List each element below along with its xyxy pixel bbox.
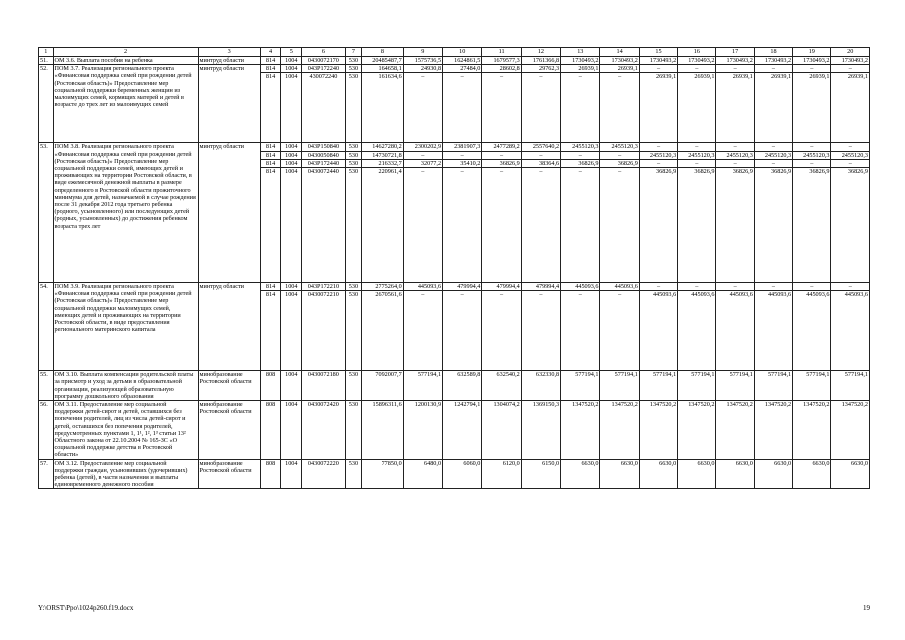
amount-cell: 1679577,3 [482, 57, 521, 65]
row-number: 51. [39, 57, 54, 65]
amount-cell: 479994,4 [443, 283, 482, 291]
amount-cell: – [600, 151, 639, 159]
amount-cell: 216332,7 [362, 159, 403, 167]
amount-cell: – [403, 73, 442, 143]
amount-cell: 2455120,3 [831, 151, 870, 159]
amount-cell: 1347520,2 [831, 401, 870, 460]
amount-cell: 6630,0 [600, 459, 639, 489]
amount-cell: 2455120,3 [678, 151, 716, 159]
column-header: 8 [362, 48, 403, 57]
amount-cell: – [482, 73, 521, 143]
amount-cell: – [600, 291, 639, 371]
amount-cell: – [639, 283, 677, 291]
amount-cell: 2455120,3 [561, 143, 600, 151]
amount-cell: 36826,9 [716, 168, 754, 283]
amount-cell: – [754, 159, 792, 167]
amount-cell: – [793, 143, 831, 151]
amount-cell: 445093,6 [600, 283, 639, 291]
amount-cell: 577194,1 [639, 371, 677, 401]
measure-name: ОМ 3.6. Выплата пособия на ребенка [53, 57, 198, 65]
column-header: 15 [639, 48, 677, 57]
amount-cell: 1347520,2 [678, 401, 716, 460]
budget-code-cell: 808 [260, 459, 281, 489]
amount-cell: 445093,6 [793, 291, 831, 371]
amount-cell: 2300202,9 [403, 143, 442, 151]
amount-cell: 6480,0 [403, 459, 442, 489]
amount-cell: 14730721,8 [362, 151, 403, 159]
amount-cell: 35410,2 [443, 159, 482, 167]
column-header: 13 [561, 48, 600, 57]
amount-cell: 32077,2 [403, 159, 442, 167]
budget-code-cell: 1004 [281, 401, 302, 460]
budget-code-cell: 808 [260, 401, 281, 460]
amount-cell: 2557640,2 [521, 143, 560, 151]
amount-cell: 1200130,9 [403, 401, 442, 460]
column-header: 12 [521, 48, 560, 57]
amount-cell: 77850,0 [362, 459, 403, 489]
column-header-row [39, 48, 870, 57]
budget-code-cell: 1004 [281, 73, 302, 143]
executor: минтруд области [198, 57, 260, 65]
column-header: 6 [302, 48, 346, 57]
amount-cell: 6630,0 [639, 459, 677, 489]
amount-cell: 6630,0 [678, 459, 716, 489]
amount-cell: 36826,9 [793, 168, 831, 283]
amount-cell: 6630,0 [831, 459, 870, 489]
amount-cell: 632540,2 [482, 371, 521, 401]
row-number: 56. [39, 401, 54, 460]
amount-cell: – [403, 168, 442, 283]
budget-code-cell: 814 [260, 143, 281, 151]
column-header: 11 [482, 48, 521, 57]
budget-code-cell: 530 [345, 57, 362, 65]
budget-code-cell: 530 [345, 291, 362, 371]
amount-cell: – [793, 283, 831, 291]
budget-code-cell: 814 [260, 151, 281, 159]
amount-cell: – [716, 283, 754, 291]
amount-cell: – [482, 291, 521, 371]
amount-cell: – [600, 168, 639, 283]
amount-cell: 1347520,2 [716, 401, 754, 460]
amount-cell: 445093,6 [678, 291, 716, 371]
budget-code-cell: 1004 [281, 371, 302, 401]
column-header: 16 [678, 48, 716, 57]
amount-cell: 1730493,2 [600, 57, 639, 65]
amount-cell: 445093,6 [754, 291, 792, 371]
budget-code-cell: 1004 [281, 65, 302, 73]
budget-table [38, 47, 870, 489]
measure-name: ПОМ 3.7. Реализация регионального проекта «Финансовая поддержка семей при рождении детей (Ростовская область)» Предоставление мер социальной поддержки беременных женщин из малоимущих семей, кормящих матерей и детей в возрасте до трех лет из малоимущих семей [53, 65, 198, 143]
measure-name: ОМ 3.12. Предоставление мер социальной поддержки граждан, усыновивших (удочеривших) ребенка (детей), в части назначения и выплаты единовременного денежного пособия [53, 459, 198, 489]
amount-cell: 29762,3 [521, 65, 560, 73]
amount-cell: 15896311,6 [362, 401, 403, 460]
column-header: 18 [754, 48, 792, 57]
column-header: 1 [39, 48, 54, 57]
amount-cell: – [403, 151, 442, 159]
amount-cell: – [831, 283, 870, 291]
column-header: 5 [281, 48, 302, 57]
amount-cell: 445093,6 [716, 291, 754, 371]
amount-cell: 577194,1 [561, 371, 600, 401]
amount-cell: 632330,8 [521, 371, 560, 401]
amount-cell: 2455120,3 [716, 151, 754, 159]
row-number: 52. [39, 65, 54, 143]
column-header: 14 [600, 48, 639, 57]
table-row [39, 459, 870, 489]
budget-code-cell: 530 [345, 65, 362, 73]
column-header: 7 [345, 48, 362, 57]
amount-cell: 6060,0 [443, 459, 482, 489]
amount-cell: 1730493,2 [831, 57, 870, 65]
table-row [39, 401, 870, 460]
amount-cell: 6120,0 [482, 459, 521, 489]
amount-cell: 1575736,5 [403, 57, 442, 65]
executor: минтруд области [198, 143, 260, 283]
amount-cell: 164658,1 [362, 65, 403, 73]
amount-cell: – [754, 283, 792, 291]
amount-cell: – [482, 151, 521, 159]
amount-cell: 577194,1 [793, 371, 831, 401]
amount-cell: – [561, 291, 600, 371]
budget-code-cell: 0430072210 [302, 291, 346, 371]
column-header: 10 [443, 48, 482, 57]
amount-cell: – [443, 291, 482, 371]
amount-cell: 6630,0 [716, 459, 754, 489]
executor: минобразование Ростовской области [198, 401, 260, 460]
measure-name: ПОМ 3.9. Реализация регионального проекта «Финансовая поддержка семей при рождении детей (Ростовская область)» Предоставление мер социальной поддержки малоимущих семей, имеющих детей и проживающих на территории Ростовской области, в виде предоставления регионального материнского капитала [53, 283, 198, 371]
budget-code-cell: 043P150840 [302, 143, 346, 151]
amount-cell: 445093,6 [561, 283, 600, 291]
amount-cell: 27484,0 [443, 65, 482, 73]
budget-code-cell: 814 [260, 168, 281, 283]
measure-name: ОМ 3.11. Предоставление мер социальной поддержки детей-сирот и детей, оставшихся без попечения родителей, лиц из числа детей-сирот и детей, оставшихся без попечения родителей, предусмотренных пунктами 1, 1¹, 1², 1³ статьи 13² Областного закона от 22.10.2004 № 165-ЗС «О социальной поддержке детства в Ростовской области» [53, 401, 198, 460]
amount-cell: 36826,9 [754, 168, 792, 283]
budget-code-cell: 043P172240 [302, 65, 346, 73]
budget-code-cell: 814 [260, 283, 281, 291]
amount-cell: 1730493,2 [754, 57, 792, 65]
table-row [39, 283, 870, 291]
amount-cell: 26939,1 [561, 65, 600, 73]
budget-code-cell: 814 [260, 73, 281, 143]
amount-cell: 2775264,0 [362, 283, 403, 291]
amount-cell: 2381907,3 [443, 143, 482, 151]
amount-cell: 1347520,2 [600, 401, 639, 460]
amount-cell: 445093,6 [403, 283, 442, 291]
table-row [39, 65, 870, 73]
amount-cell: – [639, 65, 677, 73]
budget-code-cell: 530 [345, 401, 362, 460]
amount-cell: – [716, 65, 754, 73]
amount-cell: 2455120,3 [600, 143, 639, 151]
amount-cell: 1730493,2 [793, 57, 831, 65]
amount-cell: 2670561,6 [362, 291, 403, 371]
amount-cell: – [561, 151, 600, 159]
amount-cell: 577194,1 [678, 371, 716, 401]
amount-cell: – [521, 151, 560, 159]
budget-code-cell: 1004 [281, 159, 302, 167]
budget-code-cell: 1004 [281, 459, 302, 489]
budget-code-cell: 814 [260, 159, 281, 167]
amount-cell: – [831, 159, 870, 167]
amount-cell: – [754, 143, 792, 151]
amount-cell: – [443, 73, 482, 143]
amount-cell: 6630,0 [561, 459, 600, 489]
budget-code-cell: 1004 [281, 168, 302, 283]
row-number: 57. [39, 459, 54, 489]
column-header: 2 [53, 48, 198, 57]
amount-cell: 577194,1 [831, 371, 870, 401]
amount-cell: 161634,6 [362, 73, 403, 143]
budget-code-cell: 1004 [281, 291, 302, 371]
amount-cell: – [831, 65, 870, 73]
amount-cell: 7092007,7 [362, 371, 403, 401]
amount-cell: – [403, 291, 442, 371]
budget-code-cell: 0430050840 [302, 151, 346, 159]
amount-cell: 445093,6 [639, 291, 677, 371]
budget-code-cell: 808 [260, 371, 281, 401]
amount-cell: 479994,4 [521, 283, 560, 291]
column-header: 20 [831, 48, 870, 57]
amount-cell: 36826,9 [678, 168, 716, 283]
budget-code-cell: 530 [345, 159, 362, 167]
amount-cell: – [521, 73, 560, 143]
amount-cell: 36826,9 [639, 168, 677, 283]
amount-cell: 36826,9 [482, 159, 521, 167]
amount-cell: – [561, 73, 600, 143]
executor: минтруд области [198, 65, 260, 143]
budget-code-cell: 043P172210 [302, 283, 346, 291]
budget-code-cell: 0430072170 [302, 57, 346, 65]
budget-code-cell: 530 [345, 143, 362, 151]
amount-cell: – [831, 143, 870, 151]
amount-cell: – [678, 143, 716, 151]
amount-cell: 26939,1 [639, 73, 677, 143]
amount-cell: 1730493,2 [561, 57, 600, 65]
column-header: 17 [716, 48, 754, 57]
amount-cell: 26939,1 [793, 73, 831, 143]
amount-cell: – [561, 168, 600, 283]
table-row [39, 57, 870, 65]
amount-cell: – [443, 151, 482, 159]
amount-cell: 632589,8 [443, 371, 482, 401]
amount-cell: 445093,6 [831, 291, 870, 371]
amount-cell: 577194,1 [754, 371, 792, 401]
amount-cell: 2455120,3 [793, 151, 831, 159]
amount-cell: 479994,4 [482, 283, 521, 291]
amount-cell: 2477289,2 [482, 143, 521, 151]
amount-cell: – [754, 65, 792, 73]
amount-cell: 1369150,3 [521, 401, 560, 460]
row-number: 54. [39, 283, 54, 371]
amount-cell: 14627280,2 [362, 143, 403, 151]
amount-cell: 6630,0 [793, 459, 831, 489]
amount-cell: 577194,1 [403, 371, 442, 401]
amount-cell: 26939,1 [831, 73, 870, 143]
table-row [39, 143, 870, 151]
amount-cell: 24930,8 [403, 65, 442, 73]
budget-code-cell: 0430072440 [302, 168, 346, 283]
amount-cell: 1761366,8 [521, 57, 560, 65]
budget-code-cell: 530 [345, 73, 362, 143]
amount-cell: – [793, 159, 831, 167]
amount-cell: – [521, 291, 560, 371]
budget-code-cell: 814 [260, 291, 281, 371]
amount-cell: 577194,1 [600, 371, 639, 401]
amount-cell: 1624861,5 [443, 57, 482, 65]
amount-cell: 2455120,3 [639, 151, 677, 159]
amount-cell: 1347520,2 [754, 401, 792, 460]
executor: минобразование Ростовской области [198, 371, 260, 401]
amount-cell: 38364,6 [521, 159, 560, 167]
executor: минтруд области [198, 283, 260, 371]
page-number: 19 [863, 604, 870, 612]
budget-code-cell: 1004 [281, 283, 302, 291]
table-row [39, 371, 870, 401]
amount-cell: – [716, 159, 754, 167]
amount-cell: – [600, 73, 639, 143]
column-header: 19 [793, 48, 831, 57]
measure-name: ОМ 3.10. Выплата компенсации родительской платы за присмотр и уход за детьми в образовательной организации, реализующей образовательную программу дошкольного образования [53, 371, 198, 401]
budget-code-cell: 1004 [281, 151, 302, 159]
budget-code-cell: 043P172440 [302, 159, 346, 167]
amount-cell: 1730493,2 [678, 57, 716, 65]
budget-code-cell: 530 [345, 283, 362, 291]
budget-code-cell: 0430072220 [302, 459, 346, 489]
budget-code-cell: 814 [260, 57, 281, 65]
amount-cell: 36826,9 [561, 159, 600, 167]
row-number: 53. [39, 143, 54, 283]
amount-cell: – [482, 168, 521, 283]
executor: минобразование Ростовской области [198, 459, 260, 489]
amount-cell: – [716, 143, 754, 151]
amount-cell: – [678, 283, 716, 291]
column-header: 3 [198, 48, 260, 57]
budget-code-cell: 814 [260, 65, 281, 73]
budget-code-cell: 1004 [281, 57, 302, 65]
amount-cell: – [678, 65, 716, 73]
amount-cell: 26939,1 [716, 73, 754, 143]
measure-name: ПОМ 3.8. Реализация регионального проекта «Финансовая поддержка семей при рождении детей (Ростовская область)» Предоставление мер социальной поддержки семей, имеющих детей и проживающих на территории Ростовской области, в виде ежемесячной денежной выплаты в размере определенного в Ростовской области прожиточного минимума для детей, назначаемой в случае рождения после 31 декабря 2012 года третьего ребенка (родного, усыновленного) или последующих детей (родных, усыновленных) до достижения ребенком возраста трех лет [53, 143, 198, 283]
amount-cell: 577194,1 [716, 371, 754, 401]
amount-cell: 1730493,2 [716, 57, 754, 65]
amount-cell: 1347520,2 [639, 401, 677, 460]
amount-cell: 2455120,3 [754, 151, 792, 159]
budget-code-cell: 530 [345, 459, 362, 489]
amount-cell: – [678, 159, 716, 167]
amount-cell: 1304074,2 [482, 401, 521, 460]
amount-cell: – [639, 159, 677, 167]
amount-cell: – [639, 143, 677, 151]
amount-cell: 1730493,2 [639, 57, 677, 65]
column-header: 9 [403, 48, 442, 57]
amount-cell: – [793, 65, 831, 73]
file-path: Y:\ORST\Ppo\1024p260.f19.docx [38, 604, 134, 612]
amount-cell: 6630,0 [754, 459, 792, 489]
budget-code-cell: 530 [345, 151, 362, 159]
amount-cell: 36826,9 [600, 159, 639, 167]
budget-code-cell: 0430072420 [302, 401, 346, 460]
amount-cell: 1347520,2 [561, 401, 600, 460]
budget-code-cell: 430072240 [302, 73, 346, 143]
amount-cell: 1242794,1 [443, 401, 482, 460]
budget-code-cell: 1004 [281, 143, 302, 151]
amount-cell: 26939,1 [678, 73, 716, 143]
amount-cell: 20485487,7 [362, 57, 403, 65]
budget-code-cell: 0430072180 [302, 371, 346, 401]
amount-cell: 28602,8 [482, 65, 521, 73]
budget-code-cell: 530 [345, 168, 362, 283]
column-header: 4 [260, 48, 281, 57]
amount-cell: 36826,9 [831, 168, 870, 283]
amount-cell: – [443, 168, 482, 283]
amount-cell: 26939,1 [600, 65, 639, 73]
amount-cell: 1347520,2 [793, 401, 831, 460]
amount-cell: 26939,1 [754, 73, 792, 143]
amount-cell: – [521, 168, 560, 283]
amount-cell: 6150,0 [521, 459, 560, 489]
budget-code-cell: 530 [345, 371, 362, 401]
amount-cell: 220961,4 [362, 168, 403, 283]
row-number: 55. [39, 371, 54, 401]
